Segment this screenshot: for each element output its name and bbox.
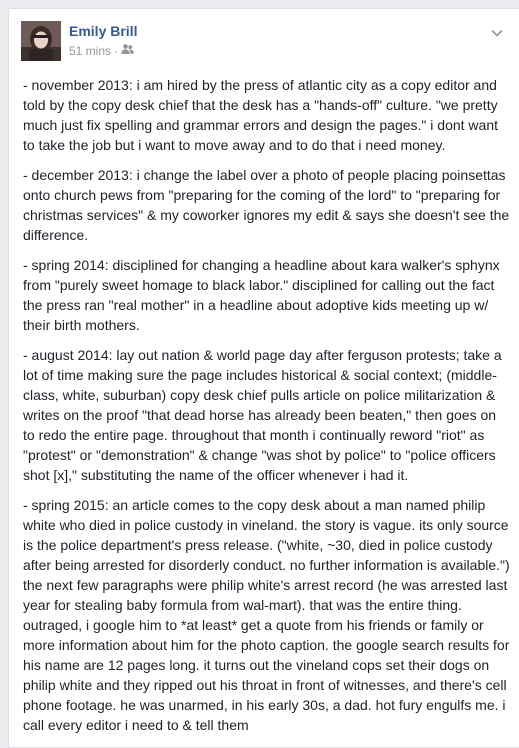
author-name[interactable]: Emily Brill — [69, 23, 138, 39]
post-text — [23, 75, 511, 745]
post-header — [21, 21, 501, 63]
post-paragraph: - august 2014: lay out nation & world page day after ferguson protests; take a lot of time making sure the page includes historical & social context; (middle-class, white, suburban) copy desk chief pulls article on police militarization & writes on the proof "that dead horse has already been beaten," then goes on to redo the entire page. throughout that month i continually reword "riot" as "protest" or "demonstration" & change "was shot by police" to "police officers shot [x]," substituting the name of the officer whenever i had it. — [23, 347, 502, 483]
post-paragraph: - spring 2015: an article comes to the copy desk about a man named philip white who died in police custody in vineland. the story is vague. its only source is the police department's press release. ("white, ~30, died in police custody after being arrested for disorderly conduct. no further information is available.") the next few paragraphs were philip white's arrest record (he was arrested last year for stealing baby formula from wal-mart). that was the entire thing. outraged, i google him to *at least* get a quote from his friends or family or more information about him for the photo caption. the google search results for his name are 12 pages long. it turns out the vineland cops set their dogs on philip white and they ripped out his throat in front of witnesses, and there's cell phone footage. he was unarmed, in his early 30s, a dad. hot fury engulfs me. i call every editor i need to & tell them — [23, 497, 510, 733]
timestamp[interactable]: 51 mins — [69, 43, 112, 58]
post-paragraph: - november 2013: i am hired by the press of atlantic city as a copy editor and told by the copy desk chief that the desk has a "hands-off" culture. "we pretty much just fix spelling and grammar errors and design the pages." i dont want to take the job but i want to move away and to do that i need money. — [23, 77, 498, 153]
profile-photo — [21, 21, 61, 61]
friends-icon[interactable] — [121, 43, 134, 58]
chevron-down-icon[interactable] — [489, 25, 505, 41]
meta-separator: · — [114, 43, 119, 58]
avatar[interactable] — [21, 21, 61, 61]
post-card — [8, 8, 519, 748]
post-paragraph: - december 2013: i change the label over a photo of people placing poinsettas onto church pews from "preparing for the coming of the lord" to "preparing for christmas services" & my coworker ignores my edit & says she doesn't see the difference. — [23, 167, 510, 243]
post-meta — [69, 43, 134, 58]
post-paragraph: - spring 2014: disciplined for changing a headline about kara walker's sphynx from "purely sweet homage to black labor." disciplined for calling out the fact the press ran "real mother" in a headline about adoptive kids meeting up w/ their birth mothers. — [23, 257, 500, 333]
